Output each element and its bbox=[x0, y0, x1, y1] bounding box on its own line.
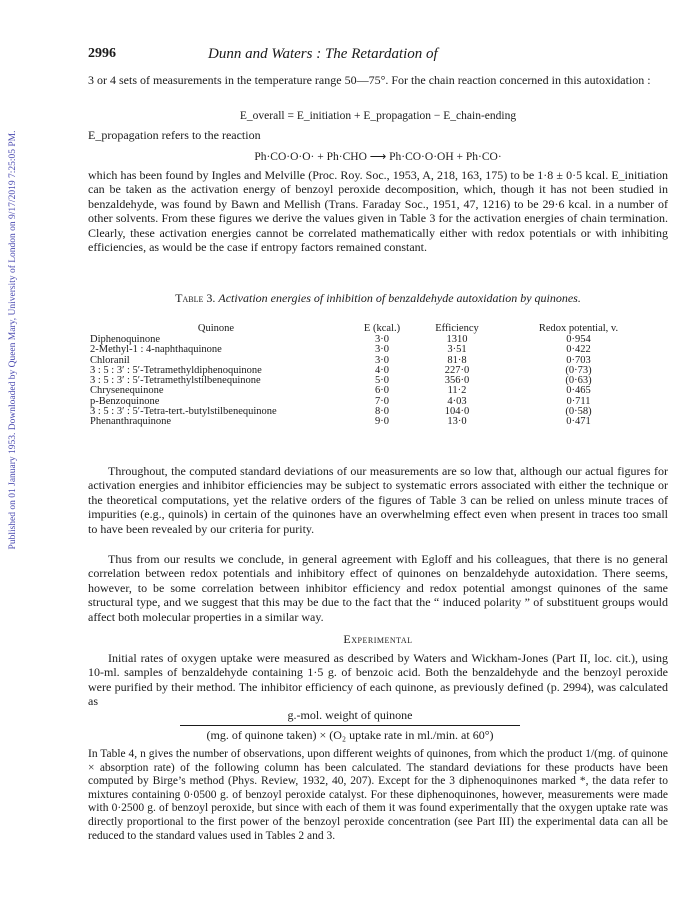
paragraph-7: In Table 4, n gives the number of observations, upon different weights of quinones, from which the product 1/(mg. of quinone × absorption rate) of the following column has been calculated. The standard deviations for these products have been computed by Birge’s method (Phys. Review, 1932, 40, 207). Except for the 3 diphenoquinones marked *, the data refer to mixtures containing 0·0500 g. of benzoyl peroxide catalyst. For these diphenoquinones, however, measurements were made with 0·2500 g. of benzoyl peroxide, but since with each of them it was found experimentally that the oxygen uptake rate was directly proportional to the first power of the benzoyl peroxide concentration (see Part III) the experimental data can all be reduced to the standard values used in Tables 2 and 3. bbox=[88, 748, 668, 842]
table-cell: 11·2 bbox=[447, 385, 467, 397]
table-cell: 9·0 bbox=[375, 416, 389, 428]
table-cell: 0·711 bbox=[566, 395, 591, 407]
table-cell: 0·465 bbox=[566, 385, 591, 397]
running-title: Dunn and Waters : The Retardation of bbox=[208, 46, 438, 62]
equation-propagation: Ph·CO·O·O· + Ph·CHO ⟶ Ph·CO·O·OH + Ph·CO· bbox=[254, 151, 502, 163]
equation-energy-balance: E_overall = E_initiation + E_propagation − E_chain-ending bbox=[239, 110, 517, 122]
table-cell: 3 : 5 : 3′ : 5′-Tetramethylstilbenequinone bbox=[90, 375, 261, 387]
page-header bbox=[88, 46, 668, 66]
paragraph-3: which has been found by Ingles and Melville (Proc. Roy. Soc., 1953, A, 218, 163, 175) to be 1·8 ± 0·5 kcal. E_initiation can be taken as the activation energy of benzoyl peroxide decomposition, which, though it has not been studied in benzaldehyde, was found by Bawn and Mellish (Trans. Faraday Soc., 1951, 47, 1216) to be 29·6 kcal. in a number of other solvents. From these figures we derive the values given in Table 3 for the activation energies of chain termination. Clearly, these activation energies cannot be correlated mathematically either with redox potentials or with inhibiting efficiencies, as would be the case if entropy factors remained constant. bbox=[88, 168, 668, 255]
table-cell: 3·0 bbox=[375, 354, 389, 366]
table-cell: 0·471 bbox=[566, 416, 591, 428]
paragraph-2-lead: E_propagation refers to the reaction bbox=[88, 128, 261, 142]
paragraph-1: 3 or 4 sets of measurements in the temperature range 50—75°. For the chain reaction concerned in this autoxidation : bbox=[88, 73, 651, 87]
table-cell: 4·0 bbox=[375, 364, 389, 376]
table-cell: 3·51 bbox=[447, 344, 467, 356]
table-cell: 81·8 bbox=[447, 354, 467, 366]
table-3-title: Activation energies of inhibition of benzaldehyde autoxidation by quinones. bbox=[218, 291, 581, 305]
table-3-label: Table 3. bbox=[175, 291, 216, 305]
table-cell: 0·422 bbox=[566, 344, 591, 356]
table-cell: 2-Methyl-1 : 4-naphthaquinone bbox=[90, 344, 222, 356]
formula-numerator: g.-mol. weight of quinone bbox=[180, 708, 520, 726]
table-cell: 227·0 bbox=[444, 364, 470, 376]
table-cell: 3·0 bbox=[375, 344, 389, 356]
table-cell: 3 : 5 : 3′ : 5′-Tetramethyldiphenoquinone bbox=[90, 364, 262, 376]
table-cell: (0·73) bbox=[565, 364, 592, 376]
paragraph-6: Initial rates of oxygen uptake were measured as described by Waters and Wickham-Jones (Part II, loc. cit.), using 10-ml. samples of benzaldehyde containing 1·5 g. of benzoic acid. Both the benzaldehyde and the benzoyl peroxide were purified by their method. The inhibitor efficiency of each quinone, as previously defined (p. 2994), was calculated as bbox=[88, 651, 668, 709]
table-row bbox=[90, 417, 665, 427]
download-watermark-text: Published on 01 January 1953. Downloaded by Queen Mary, University of London on 9/17/2019 7:25:05 PM. bbox=[8, 130, 18, 550]
table-cell: 356·0 bbox=[444, 375, 470, 387]
table-cell: Chloranil bbox=[90, 354, 130, 366]
table-cell: 6·0 bbox=[375, 385, 389, 397]
download-watermark bbox=[6, 110, 20, 570]
paragraph-4: Throughout, the computed standard deviations of our measurements are so low that, although our actual figures for activation energies and inhibitor efficiencies may be subject to systematic errors associated with either the technique or the theoretical computations, yet the relative orders of the figures of Table 3 can be relied on unless minute traces of impurities (e.g., quinols) in certain of the quinones have an overwhelming effect even when present in traces too small to have been revealed by our criteria for purity. bbox=[88, 464, 668, 536]
table-cell: 5·0 bbox=[375, 375, 389, 387]
table-cell: Phenanthraquinone bbox=[90, 416, 172, 428]
table-cell: Chrysenequinone bbox=[90, 385, 164, 397]
column-header: Quinone bbox=[197, 323, 235, 334]
section-heading: Experimental bbox=[343, 632, 413, 646]
table-cell: 13·0 bbox=[447, 416, 467, 428]
column-header: E (kcal.) bbox=[363, 323, 401, 334]
paragraph-5: Thus from our results we conclude, in general agreement with Egloff and his colleagues, that there is no general correlation between redox potentials and inhibitory effect of quinones on benzaldehyde autoxidation. There seems, however, to be some correlation between inhibitor efficiency and redox potential amongst quinones of the same structural type, and we suggest that this may be due to the fact that the “ induced polarity ” of substituent groups would affect both molecular properties in a similar way. bbox=[88, 552, 668, 624]
table-cell: 3·0 bbox=[375, 334, 389, 345]
column-header: Redox potential, v. bbox=[538, 323, 619, 334]
table-cell: 104·0 bbox=[444, 406, 470, 418]
table-cell: 0·954 bbox=[566, 334, 591, 345]
table-cell: 7·0 bbox=[375, 395, 389, 407]
table-cell: 4·03 bbox=[447, 395, 467, 407]
table-3-caption bbox=[88, 291, 668, 305]
column-header: Efficiency bbox=[435, 323, 479, 334]
table-cell: p-Benzoquinone bbox=[90, 395, 160, 407]
table-3 bbox=[90, 322, 665, 428]
table-cell: Diphenoquinone bbox=[90, 334, 160, 345]
table-cell: (0·63) bbox=[565, 375, 592, 387]
formula-denominator: (mg. of quinone taken) × (O₂ uptake rate in ml./min. at 60°) bbox=[206, 728, 494, 742]
table-cell: 8·0 bbox=[375, 406, 389, 418]
table-cell: 3 : 5 : 3′ : 5′-Tetra-tert.-butylstilbenequinone bbox=[90, 406, 277, 418]
table-cell: 1310 bbox=[446, 334, 468, 345]
page-number: 2996 bbox=[88, 46, 116, 61]
efficiency-formula bbox=[180, 708, 520, 743]
table-cell: 0·703 bbox=[566, 354, 591, 366]
table-cell: (0·58) bbox=[565, 406, 592, 418]
